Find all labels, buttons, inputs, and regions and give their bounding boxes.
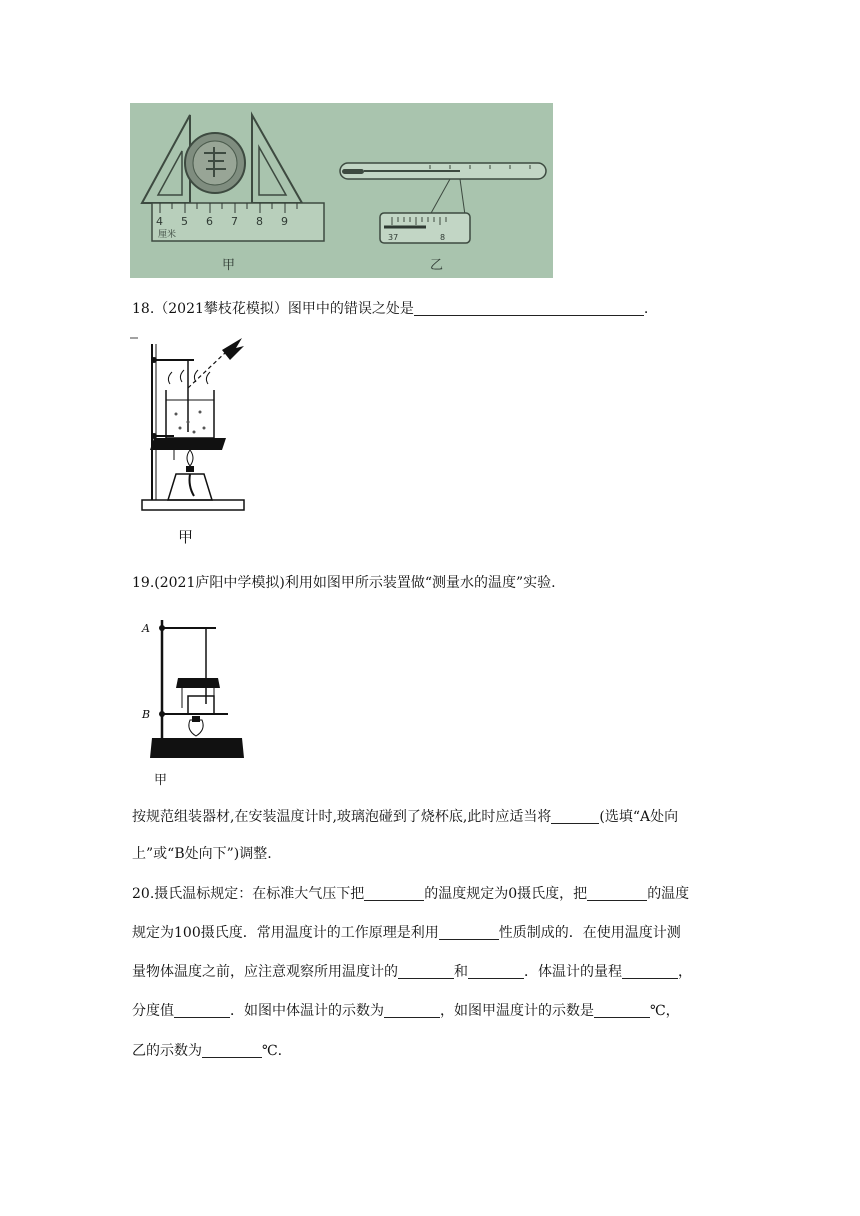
figure2-label: 甲 — [178, 528, 194, 546]
question-18-text: 18.（2021攀枝花模拟）图甲中的错误之处是 — [132, 301, 414, 317]
question-20-line-3 — [132, 963, 692, 981]
figure-heating-apparatus-drawing — [130, 334, 260, 548]
q20-blank-5[interactable] — [468, 964, 524, 979]
figure1-label-jia: 甲 — [222, 258, 236, 273]
question-20-line-5 — [132, 1042, 282, 1060]
q20-blank-8[interactable] — [384, 1003, 440, 1018]
ruler-tick-9: 9 — [281, 215, 288, 228]
q20-blank-7[interactable] — [174, 1003, 230, 1018]
question-20-line-4 — [132, 1002, 680, 1020]
figure3-label-b: B — [142, 708, 151, 721]
ruler-tick-8: 8 — [256, 215, 263, 228]
question-18-blank[interactable] — [414, 301, 644, 316]
q20-l3-a: 量物体温度之前，应注意观察所用温度计的 — [132, 964, 398, 980]
q20-l5-a: 乙的示数为 — [132, 1043, 202, 1059]
ruler-tick-6: 6 — [206, 215, 213, 228]
question-20-line-1 — [132, 885, 689, 903]
ruler-tick-7: 7 — [231, 215, 238, 228]
question-19-blank[interactable] — [551, 809, 599, 824]
figure1-label-yi: 乙 — [430, 258, 444, 273]
question-19-part-1 — [132, 808, 678, 826]
q20-blank-6[interactable] — [622, 964, 678, 979]
q20-blank-10[interactable] — [202, 1043, 262, 1058]
question-19-line1-tail: (选填“A处向 — [599, 809, 679, 825]
ruler-tick-4: 4 — [156, 215, 163, 228]
figure3-label-a: A — [142, 622, 150, 635]
q20-l1-c: 的温度 — [647, 886, 690, 902]
q20-l3-c: ．体温计的量程 — [524, 964, 622, 980]
question-18-end: . — [643, 301, 649, 317]
figure-ruler-thermometer — [130, 103, 553, 278]
q20-l4-a: 分度值 — [132, 1003, 174, 1019]
q20-l1-b: 的温度规定为0摄氏度，把 — [424, 886, 588, 902]
q20-blank-2[interactable] — [587, 886, 647, 901]
therm-label-8: 8 — [440, 233, 446, 242]
question-20-line-2 — [132, 924, 681, 942]
q20-blank-3[interactable] — [439, 925, 499, 940]
question-19 — [132, 574, 556, 592]
figure-iron-stand — [140, 612, 250, 790]
q20-l4-d: ℃， — [650, 1003, 680, 1019]
q20-l1-a: 20.摄氏温标规定：在标准大气压下把 — [132, 886, 365, 902]
q20-l3-b: 和 — [454, 964, 468, 980]
question-19-line1-text: 按规范组装器材,在安装温度计时,玻璃泡碰到了烧杯底,此时应适当将 — [132, 809, 552, 825]
q20-l2-a: 规定为100摄氏度．常用温度计的工作原理是利用 — [132, 925, 439, 941]
question-19-text: 19.(2021庐阳中学模拟)利用如图甲所示装置做“测量水的温度”实验. — [132, 575, 556, 591]
ruler-tick-5: 5 — [181, 215, 188, 228]
question-19-line2-text: 上”或“B处向下”)调整. — [132, 846, 272, 862]
q20-l4-c: ，如图甲温度计的示数是 — [440, 1003, 594, 1019]
q20-l2-b: 性质制成的．在使用温度计测 — [498, 925, 681, 941]
q20-blank-9[interactable] — [594, 1003, 650, 1018]
question-19-part-2 — [132, 845, 272, 863]
figure3-label: 甲 — [154, 773, 168, 788]
question-18 — [132, 300, 648, 318]
ruler-unit: 厘米 — [158, 230, 177, 240]
q20-l5-b: ℃. — [262, 1043, 283, 1059]
figure-iron-stand-drawing — [140, 612, 250, 790]
therm-label-37: 37 — [388, 233, 399, 242]
figure-heating-apparatus — [130, 334, 260, 548]
q20-blank-1[interactable] — [364, 886, 424, 901]
figure-ruler-thermometer-drawing — [130, 103, 553, 278]
q20-l4-b: ．如图中体温计的示数为 — [230, 1003, 384, 1019]
q20-l3-d: ， — [678, 964, 692, 980]
q20-blank-4[interactable] — [398, 964, 454, 979]
